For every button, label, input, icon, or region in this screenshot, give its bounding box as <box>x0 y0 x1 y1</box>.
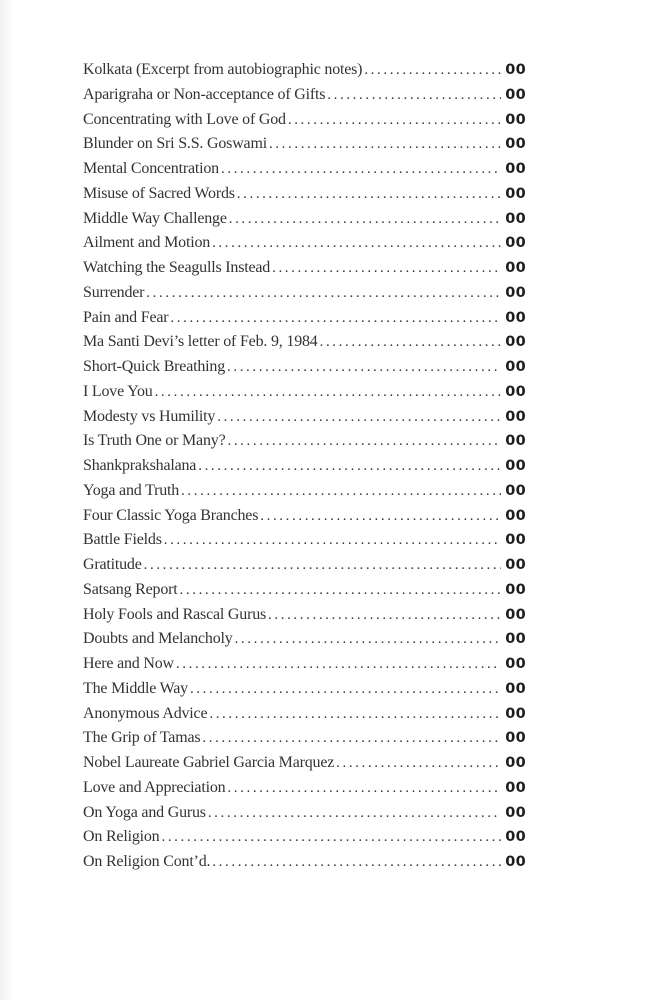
table-of-contents <box>83 58 526 875</box>
toc-entry-title: Short-Quick Breathing <box>83 358 225 375</box>
toc-entry-title: The Middle Way <box>83 679 188 697</box>
toc-entry-page: 00 <box>505 359 526 375</box>
toc-dot-leader <box>207 702 501 727</box>
toc-entry-page: 00 <box>505 829 526 846</box>
toc-entry <box>83 553 526 578</box>
toc-entry-page: 00 <box>505 854 526 870</box>
toc-entry <box>83 405 526 430</box>
toc-entry <box>83 355 526 380</box>
toc-dot-leader <box>168 306 501 331</box>
toc-entry-page: 00 <box>505 86 526 103</box>
toc-entry-title: Satsang Report <box>83 580 178 598</box>
toc-entry-title: Ma Santi Devi’s letter of Feb. 9, 1984 <box>83 333 318 351</box>
toc-dot-leader <box>227 207 501 232</box>
toc-dot-leader <box>325 83 501 108</box>
toc-dot-leader <box>266 603 501 628</box>
toc-entry <box>83 182 526 207</box>
toc-dot-leader <box>235 182 501 207</box>
toc-entry <box>83 726 526 751</box>
toc-entry <box>83 825 526 850</box>
toc-entry-page: 00 <box>505 210 526 227</box>
toc-entry-page: 00 <box>505 631 526 648</box>
toc-entry <box>83 603 526 628</box>
toc-dot-leader <box>210 231 501 256</box>
toc-entry <box>83 627 526 652</box>
toc-dot-leader <box>334 751 501 776</box>
toc-entry <box>83 504 526 529</box>
toc-entry <box>83 528 526 553</box>
toc-entry-title: Modesty vs Humility <box>83 407 216 425</box>
toc-entry-page: 00 <box>505 383 526 400</box>
toc-entry-title: Pain and Fear <box>83 308 169 326</box>
toc-entry-title: Love and Appreciation <box>83 778 226 796</box>
toc-entry-page: 00 <box>505 804 526 821</box>
toc-entry-title: Blunder on Sri S.S. Goswami <box>83 135 267 153</box>
toc-entry-title: Battle Fields <box>83 531 162 549</box>
toc-entry-page: 00 <box>505 433 526 450</box>
toc-entry <box>83 677 526 702</box>
scan-edge-shadow <box>0 0 14 1000</box>
toc-entry-page: 00 <box>505 755 526 771</box>
toc-entry <box>83 256 526 281</box>
toc-entry-page: 00 <box>505 606 526 623</box>
toc-entry-title: Doubts and Melancholy <box>83 630 233 648</box>
toc-entry <box>83 132 526 157</box>
toc-entry-title: On Religion Cont’d. <box>83 853 211 870</box>
toc-entry <box>83 702 526 727</box>
toc-entry-title: Anonymous Advice <box>83 704 208 722</box>
toc-entry-title: I Love You <box>83 382 153 400</box>
toc-entry-title: Four Classic Yoga Branches <box>83 506 259 524</box>
toc-dot-leader <box>159 825 501 850</box>
toc-dot-leader <box>144 281 501 306</box>
toc-dot-leader <box>188 677 501 702</box>
toc-entry-page: 00 <box>505 458 526 474</box>
toc-entry-page: 00 <box>505 656 526 672</box>
toc-entry-title: Misuse of Sacred Words <box>83 184 235 202</box>
toc-entry <box>83 380 526 405</box>
toc-entry-title: Surrender <box>83 283 145 301</box>
toc-entry-title: Shankprakshalana <box>83 457 197 474</box>
toc-entry-page: 00 <box>505 680 526 697</box>
toc-entry <box>83 801 526 826</box>
toc-entry-title: On Religion <box>83 828 160 846</box>
toc-entry-title: Mental Concentration <box>83 160 219 177</box>
toc-entry-title: Aparigraha or Non-acceptance of Gifts <box>83 85 326 103</box>
toc-entry-title: Ailment and Motion <box>83 234 211 252</box>
toc-entry <box>83 429 526 454</box>
toc-entry-title: Holy Fools and Rascal Gurus <box>83 605 267 623</box>
toc-dot-leader <box>178 578 502 603</box>
toc-entry-page: 00 <box>505 62 526 78</box>
toc-dot-leader <box>225 355 501 380</box>
toc-entry-page: 00 <box>505 334 526 351</box>
toc-entry <box>83 578 526 603</box>
toc-entry <box>83 454 526 479</box>
toc-entry <box>83 776 526 801</box>
toc-entry-page: 00 <box>505 136 526 153</box>
toc-entry-title: The Grip of Tamas <box>83 729 201 747</box>
toc-entry-title: Kolkata (Excerpt from autobiographic notes) <box>83 61 363 78</box>
toc-entry <box>83 306 526 331</box>
toc-entry-title: Middle Way Challenge <box>83 209 227 227</box>
toc-dot-leader <box>196 454 501 479</box>
toc-entry <box>83 652 526 677</box>
toc-dot-leader <box>318 330 502 355</box>
toc-entry-page: 00 <box>505 730 526 747</box>
toc-entry <box>83 751 526 776</box>
toc-dot-leader <box>206 801 501 826</box>
toc-entry-title: Here and Now <box>83 655 174 672</box>
toc-entry-page: 00 <box>505 161 526 177</box>
toc-entry-page: 00 <box>505 705 526 722</box>
toc-entry <box>83 83 526 108</box>
toc-dot-leader <box>258 504 501 529</box>
toc-entry-page: 00 <box>505 581 526 598</box>
toc-entry <box>83 231 526 256</box>
toc-dot-leader <box>174 652 501 677</box>
toc-entry-page: 00 <box>505 185 526 202</box>
toc-dot-leader <box>225 776 501 801</box>
toc-entry <box>83 479 526 504</box>
toc-entry-page: 00 <box>505 111 526 128</box>
toc-dot-leader <box>233 627 502 652</box>
toc-entry <box>83 108 526 133</box>
toc-entry-page: 00 <box>505 235 526 252</box>
toc-dot-leader <box>153 380 502 405</box>
toc-entry <box>83 281 526 306</box>
toc-entry-title: On Yoga and Gurus <box>83 803 206 821</box>
toc-entry <box>83 850 526 875</box>
toc-entry-title: Gratitude <box>83 556 142 573</box>
toc-entry-page: 00 <box>505 284 526 301</box>
toc-entry-page: 00 <box>505 779 526 796</box>
toc-entry-title: Yoga and Truth <box>83 481 180 499</box>
toc-entry-title: Nobel Laureate Gabriel Garcia Marquez <box>83 754 335 771</box>
toc-entry <box>83 207 526 232</box>
toc-dot-leader <box>200 726 501 751</box>
toc-entry-title: Watching the Seagulls Instead <box>83 259 271 276</box>
toc-dot-leader <box>286 108 501 133</box>
toc-entry-page: 00 <box>505 408 526 425</box>
toc-entry-title: Concentrating with Love of God <box>83 110 286 128</box>
toc-dot-leader <box>362 58 501 83</box>
toc-dot-leader <box>225 429 501 454</box>
toc-dot-leader <box>179 479 501 504</box>
toc-dot-leader <box>215 405 501 430</box>
toc-entry-page: 00 <box>505 532 526 549</box>
toc-entry <box>83 58 526 83</box>
toc-entry-page: 00 <box>505 260 526 276</box>
toc-entry-page: 00 <box>505 507 526 524</box>
toc-dot-leader <box>162 528 501 553</box>
toc-dot-leader <box>267 132 501 157</box>
toc-entry <box>83 157 526 182</box>
toc-entry-title: Is Truth One or Many? <box>83 432 226 450</box>
toc-entry-page: 00 <box>505 482 526 499</box>
toc-dot-leader <box>270 256 501 281</box>
toc-dot-leader <box>219 157 501 182</box>
toc-dot-leader <box>210 850 501 875</box>
toc-entry <box>83 330 526 355</box>
toc-entry-page: 00 <box>505 557 526 573</box>
toc-entry-page: 00 <box>505 309 526 326</box>
toc-dot-leader <box>142 553 502 578</box>
